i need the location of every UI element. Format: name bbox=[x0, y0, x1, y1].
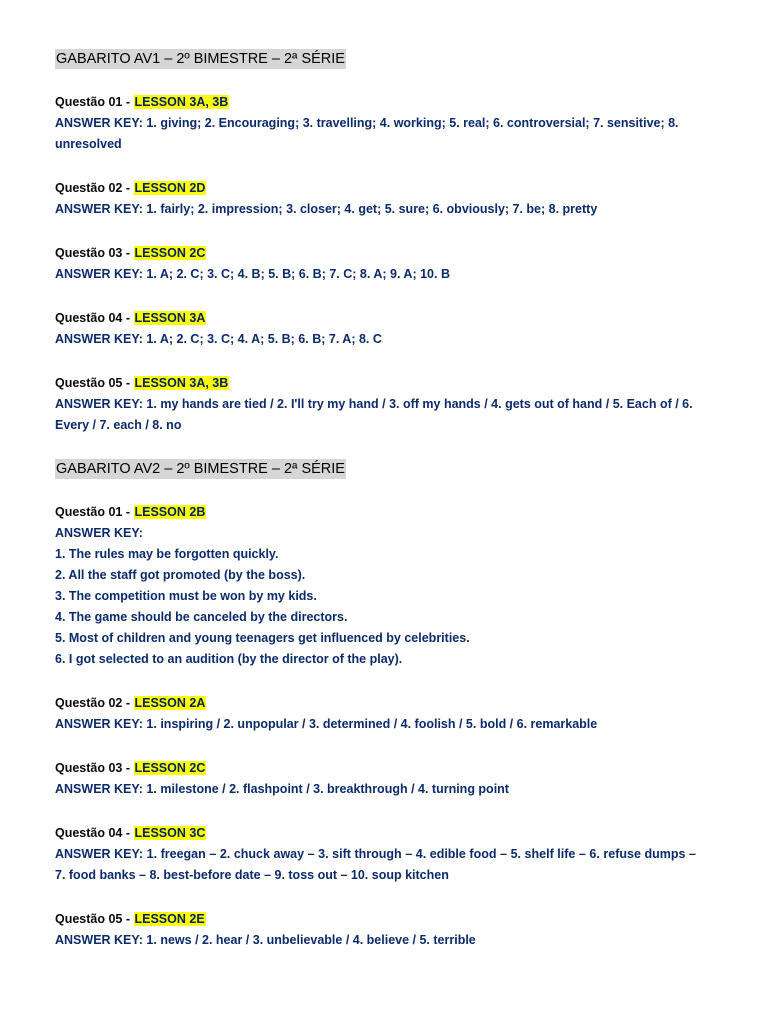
question-heading bbox=[55, 758, 696, 779]
answer-line: ANSWER KEY: bbox=[55, 526, 143, 540]
question-item bbox=[55, 909, 696, 951]
question-heading bbox=[55, 693, 696, 714]
lesson-highlight: LESSON 2B bbox=[134, 505, 206, 519]
question-heading bbox=[55, 92, 696, 113]
question-label: Questão 04 - bbox=[55, 826, 134, 840]
answer-text: ANSWER KEY: 1. giving; 2. Encouraging; 3. travelling; 4. working; 5. real; 6. controversial; 7. sensitive; 8. unresolved bbox=[55, 116, 679, 151]
answer-text: ANSWER KEY: 1. A; 2. C; 3. C; 4. B; 5. B; 6. B; 7. C; 8. A; 9. A; 10. B bbox=[55, 267, 450, 281]
question-heading bbox=[55, 909, 696, 930]
answer-text: ANSWER KEY: 1. A; 2. C; 3. C; 4. A; 5. B; 6. B; 7. A; 8. C bbox=[55, 332, 382, 346]
answer-text: ANSWER KEY: 1. fairly; 2. impression; 3. closer; 4. get; 5. sure; 6. obviously; 7. be; 8. pretty bbox=[55, 202, 598, 216]
question-label: Questão 01 - bbox=[55, 95, 134, 109]
answer-key-document bbox=[55, 49, 696, 951]
question-item bbox=[55, 502, 696, 670]
question-label: Questão 02 - bbox=[55, 181, 134, 195]
question-label: Questão 05 - bbox=[55, 376, 134, 390]
section-title: GABARITO AV2 – 2º BIMESTRE – 2ª SÉRIE bbox=[56, 461, 345, 477]
answer-line: 3. The competition must be won by my kids. bbox=[55, 589, 317, 603]
question-item bbox=[55, 823, 696, 886]
section-av1 bbox=[55, 49, 696, 436]
lesson-highlight: LESSON 3C bbox=[134, 826, 206, 840]
question-heading bbox=[55, 243, 696, 264]
lesson-highlight: LESSON 2A bbox=[134, 696, 206, 710]
question-item bbox=[55, 243, 696, 285]
lesson-highlight: LESSON 2C bbox=[134, 761, 206, 775]
question-label: Questão 03 - bbox=[55, 246, 134, 260]
question-item bbox=[55, 693, 696, 735]
answer-text: ANSWER KEY: 1. news / 2. hear / 3. unbelievable / 4. believe / 5. terrible bbox=[55, 933, 476, 947]
question-label: Questão 03 - bbox=[55, 761, 134, 775]
answer-line: 2. All the staff got promoted (by the boss). bbox=[55, 568, 306, 582]
question-heading bbox=[55, 373, 696, 394]
lesson-highlight: LESSON 3A bbox=[134, 311, 206, 325]
lesson-highlight: LESSON 2E bbox=[134, 912, 205, 926]
question-item bbox=[55, 373, 696, 436]
question-heading bbox=[55, 178, 696, 199]
lesson-highlight: LESSON 2D bbox=[134, 181, 206, 195]
question-heading bbox=[55, 308, 696, 329]
section-av2 bbox=[55, 459, 696, 951]
answer-line: 1. The rules may be forgotten quickly. bbox=[55, 547, 279, 561]
answer-list bbox=[55, 523, 696, 670]
question-list bbox=[55, 502, 696, 951]
question-heading bbox=[55, 823, 696, 844]
answer-line: 6. I got selected to an audition (by the director of the play). bbox=[55, 652, 403, 666]
question-heading bbox=[55, 502, 696, 523]
section-title: GABARITO AV1 – 2º BIMESTRE – 2ª SÉRIE bbox=[56, 51, 345, 67]
answer-text: ANSWER KEY: 1. my hands are tied / 2. I'll try my hand / 3. off my hands / 4. gets out of hand / 5. Each of / 6. Every / 7. each / 8. no bbox=[55, 397, 693, 432]
question-label: Questão 01 - bbox=[55, 505, 134, 519]
lesson-highlight: LESSON 2C bbox=[134, 246, 206, 260]
answer-text: ANSWER KEY: 1. freegan – 2. chuck away – 3. sift through – 4. edible food – 5. shelf life – 6. refuse dumps – 7. food banks – 8. best-before date – 9. toss out – 10. soup kitchen bbox=[55, 847, 696, 882]
answer-text: ANSWER KEY: 1. inspiring / 2. unpopular / 3. determined / 4. foolish / 5. bold / 6. remarkable bbox=[55, 717, 598, 731]
question-label: Questão 05 - bbox=[55, 912, 134, 926]
answer-line: 5. Most of children and young teenagers get influenced by celebrities. bbox=[55, 631, 470, 645]
question-list bbox=[55, 92, 696, 436]
answer-line: 4. The game should be canceled by the directors. bbox=[55, 610, 348, 624]
lesson-highlight: LESSON 3A, 3B bbox=[134, 95, 229, 109]
question-item bbox=[55, 92, 696, 155]
question-item bbox=[55, 758, 696, 800]
question-item bbox=[55, 308, 696, 350]
question-label: Questão 04 - bbox=[55, 311, 134, 325]
answer-text: ANSWER KEY: 1. milestone / 2. flashpoint / 3. breakthrough / 4. turning point bbox=[55, 782, 509, 796]
lesson-highlight: LESSON 3A, 3B bbox=[134, 376, 229, 390]
question-item bbox=[55, 178, 696, 220]
question-label: Questão 02 - bbox=[55, 696, 134, 710]
